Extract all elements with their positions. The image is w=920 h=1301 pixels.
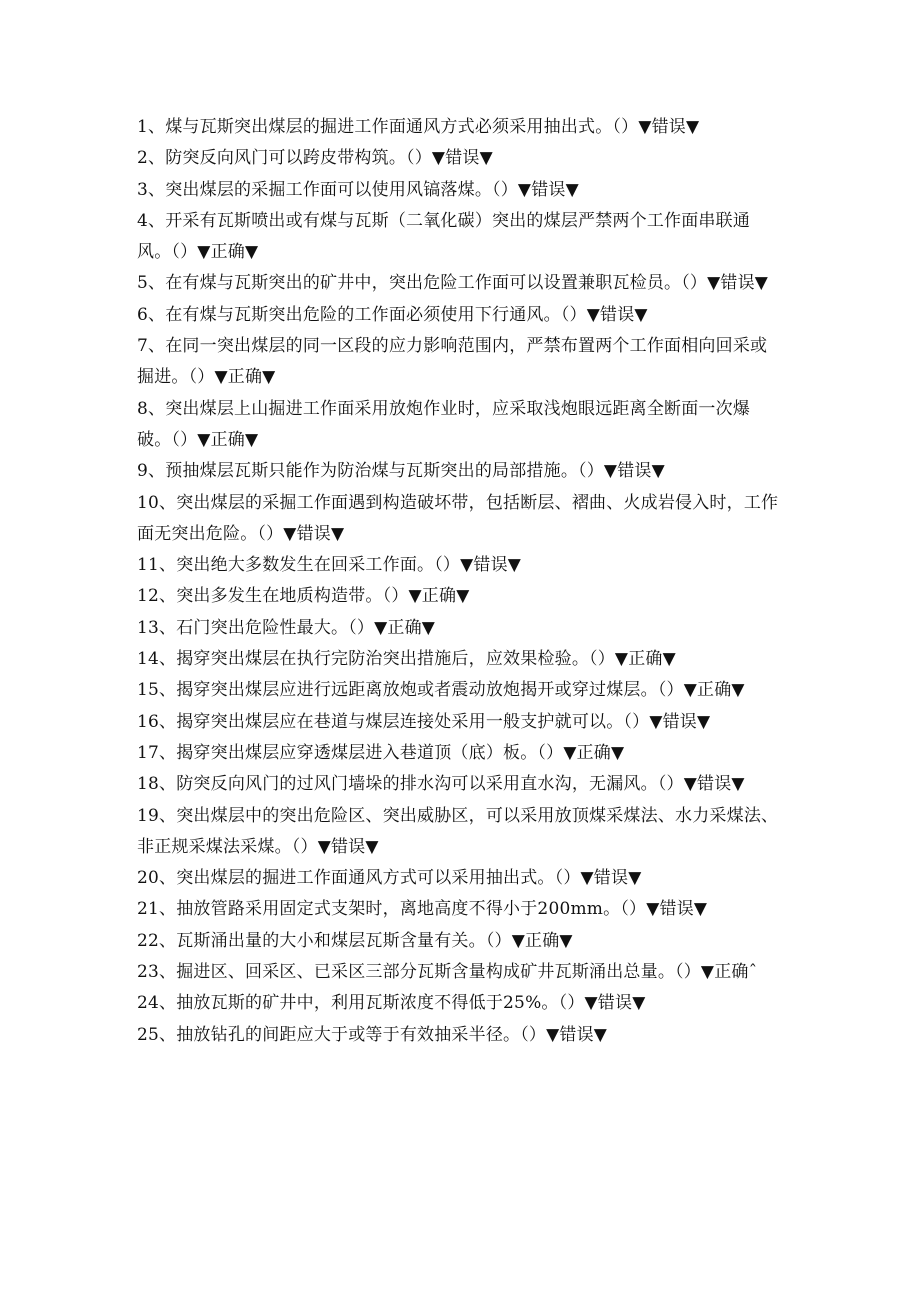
question-item: 9、预抽煤层瓦斯只能作为防治煤与瓦斯突出的局部措施。（）▼错误▼ [137,461,665,482]
question-item: 20、突出煤层的掘进工作面通风方式可以采用抽出式。（）▼错误▼ [137,868,642,889]
question-item: 16、揭穿突出煤层应在巷道与煤层连接处采用一般支护就可以。（）▼错误▼ [137,711,711,732]
question-item: 13、石门突出危险性最大。（）▼正确▼ [137,617,436,638]
question-item: 14、揭穿突出煤层在执行完防治突出措施后，应效果检验。（）▼正确▼ [137,649,676,670]
question-item: 1、煤与瓦斯突出煤层的掘进工作面通风方式必须采用抽出式。（）▼错误▼ [137,117,700,137]
question-item: 24、抽放瓦斯的矿井中，利用瓦斯浓度不得低于25%。（）▼错误▼ [137,993,646,1014]
question-item: 4、开采有瓦斯喷出或有煤与瓦斯（二氧化碳）突出的煤层严禁两个工作面串联通风。（）▼正确▼ [137,210,751,263]
question-list [137,112,779,1051]
question-item: 18、防突反向风门的过风门墙垛的排水沟可以采用直水沟，无漏风。（）▼错误▼ [137,774,745,795]
question-item: 22、瓦斯涌出量的大小和煤层瓦斯含量有关。（）▼正确▼ [137,930,573,951]
question-item: 19、突出煤层中的突出危险区、突出威胁区，可以采用放顶煤采煤法、水力采煤法、非正规采煤法采煤。（）▼错误▼ [137,805,779,857]
question-item: 8、突出煤层上山掘进工作面采用放炮作业时，应采取浅炮眼远距离全断面一次爆破。（）▼正确▼ [137,398,751,450]
question-item: 5、在有煤与瓦斯突出的矿井中，突出危险工作面可以设置兼职瓦检员。（）▼错误▼ [137,273,769,294]
question-item: 15、揭穿突出煤层应进行远距离放炮或者震动放炮揭开或穿过煤层。（）▼正确▼ [137,680,745,701]
question-item: 11、突出绝大多数发生在回采工作面。（）▼错误▼ [137,555,522,576]
question-item: 10、突出煤层的采掘工作面遇到构造破坏带，包括断层、褶曲、火成岩侵入时，工作面无突出危险。（）▼错误▼ [137,492,779,544]
question-item: 6、在有煤与瓦斯突出危险的工作面必须使用下行通风。（）▼错误▼ [137,304,648,325]
question-item: 3、突出煤层的采掘工作面可以使用风镐落煤。（）▼错误▼ [137,179,579,200]
question-item: 17、揭穿突出煤层应穿透煤层进入巷道顶（底）板。（）▼正确▼ [137,742,625,763]
question-item: 25、抽放钻孔的间距应大于或等于有效抽采半径。（）▼错误▼ [137,1024,608,1045]
question-item: 7、在同一突出煤层的同一区段的应力影响范围内，严禁布置两个工作面相向回采或掘进。（）▼正确▼ [137,336,768,388]
question-item: 21、抽放管路采用固定式支架时，离地高度不得小于200mm。（）▼错误▼ [137,899,708,920]
question-item: 23、掘进区、回采区、已采区三部分瓦斯含量构成矿井瓦斯涌出总量。（）▼正确ˆ [137,962,758,983]
question-item: 12、突出多发生在地质构造带。（）▼正确▼ [137,586,470,607]
question-item: 2、防突反向风门可以跨皮带构筑。（）▼错误▼ [137,148,493,169]
